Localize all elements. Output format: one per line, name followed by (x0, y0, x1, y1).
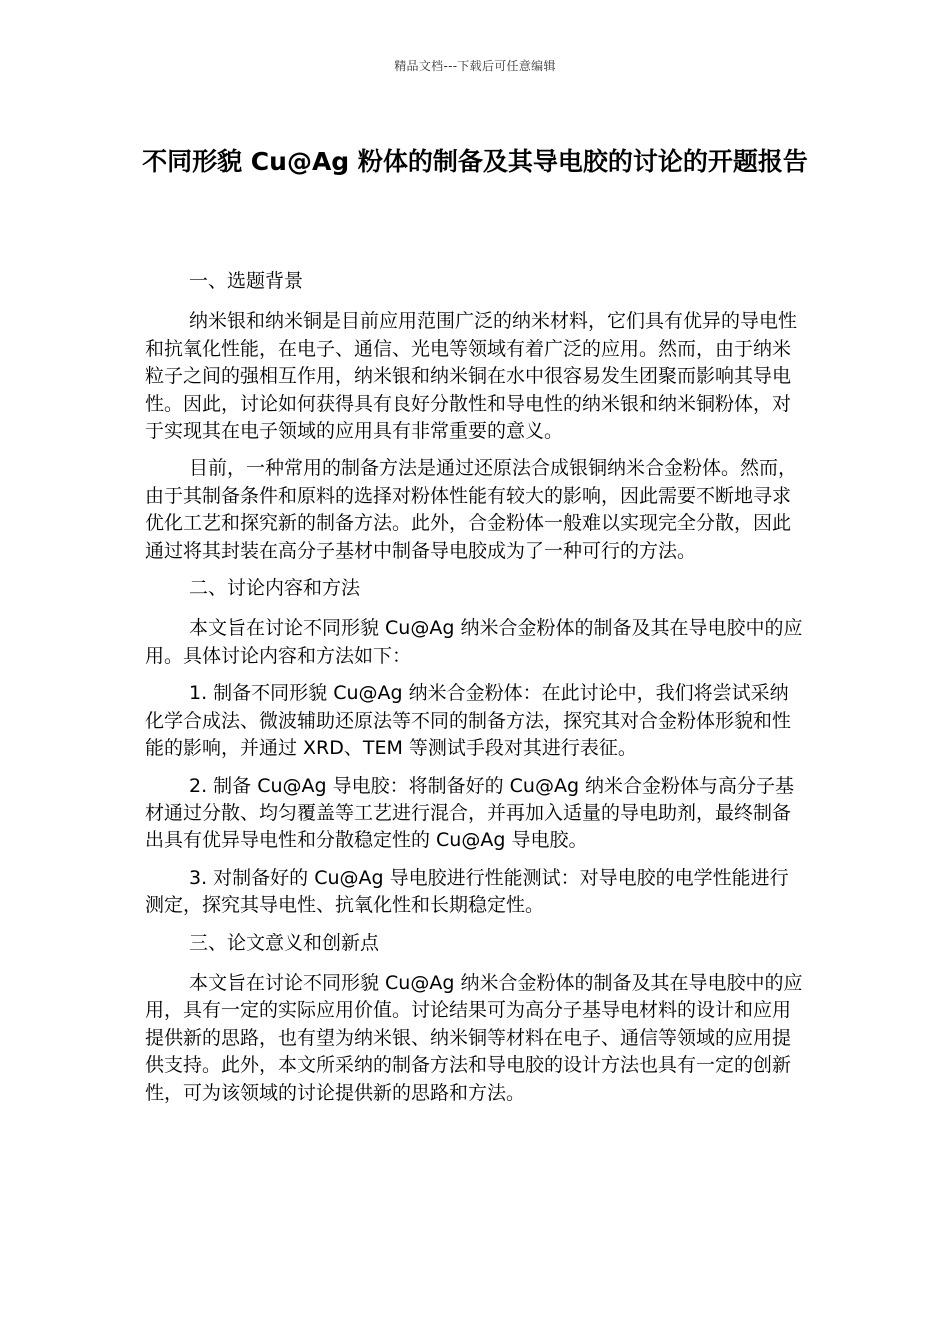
paragraph: 本文旨在讨论不同形貌 Cu@Ag 纳米合金粉体的制备及其在导电胶中的应用，具有一定的实际应用价值。讨论结果可为高分子基导电材料的设计和应用提供新的思路，也有望为纳米银、纳米铜等材料在电子、通信等领域的应用提供支持。此外，本文所采纳的制备方法和导电胶的设计方法也具有一定的创新性，可为该领域的讨论提供新的思路和方法。 (145, 971, 803, 1104)
section-heading-significance: 三、论文意义和创新点 (189, 931, 380, 954)
list-item: 3. 对制备好的 Cu@Ag 导电胶进行性能测试：对导电胶的电学性能进行测定，探究其导电性、抗氧化性和长期稳定性。 (145, 866, 789, 917)
paragraph: 目前，一种常用的制备方法是通过还原法合成银铜纳米合金粉体。然而，由于其制备条件和原料的选择对粉体性能有较大的影响，因此需要不断地寻求优化工艺和探究新的制备方法。此外，合金粉体一般难以实现完全分散，因此通过将其封装在高分子基材中制备导电胶成为了一种可行的方法。 (145, 457, 798, 562)
document-body (145, 268, 805, 1117)
page-header-watermark: 精品文档---下载后可任意编辑 (394, 59, 556, 73)
paragraph: 纳米银和纳米铜是目前应用范围广泛的纳米材料，它们具有优异的导电性和抗氧化性能，在电子、通信、光电等领域有着广泛的应用。然而，由于纳米粒子之间的强相互作用，纳米银和纳米铜在水中很容易发生团聚而影响其导电性。因此，讨论如何获得具有良好分散性和导电性的纳米银和纳米铜粉体，对于实现其在电子领域的应用具有非常重要的意义。 (145, 310, 798, 443)
list-item: 1. 制备不同形貌 Cu@Ag 纳米合金粉体：在此讨论中，我们将尝试采纳化学合成法、微波辅助还原法等不同的制备方法，探究其对合金粉体形貌和性能的影响，并通过 XRD、TEM 等测试手段对其进行表征。 (145, 682, 792, 760)
list-item: 2. 制备 Cu@Ag 导电胶：将制备好的 Cu@Ag 纳米合金粉体与高分子基材通过分散、均匀覆盖等工艺进行混合，并再加入适量的导电助剂，最终制备出具有优异导电性和分散稳定性的 Cu@Ag 导电胶。 (145, 774, 795, 852)
document-title: 不同形貌 Cu@Ag 粉体的制备及其导电胶的讨论的开题报告 (142, 147, 808, 176)
section-heading-content-methods: 二、讨论内容和方法 (189, 577, 361, 600)
paragraph: 本文旨在讨论不同形貌 Cu@Ag 纳米合金粉体的制备及其在导电胶中的应用。具体讨论内容和方法如下： (145, 617, 803, 667)
section-heading-background: 一、选题背景 (189, 270, 304, 292)
